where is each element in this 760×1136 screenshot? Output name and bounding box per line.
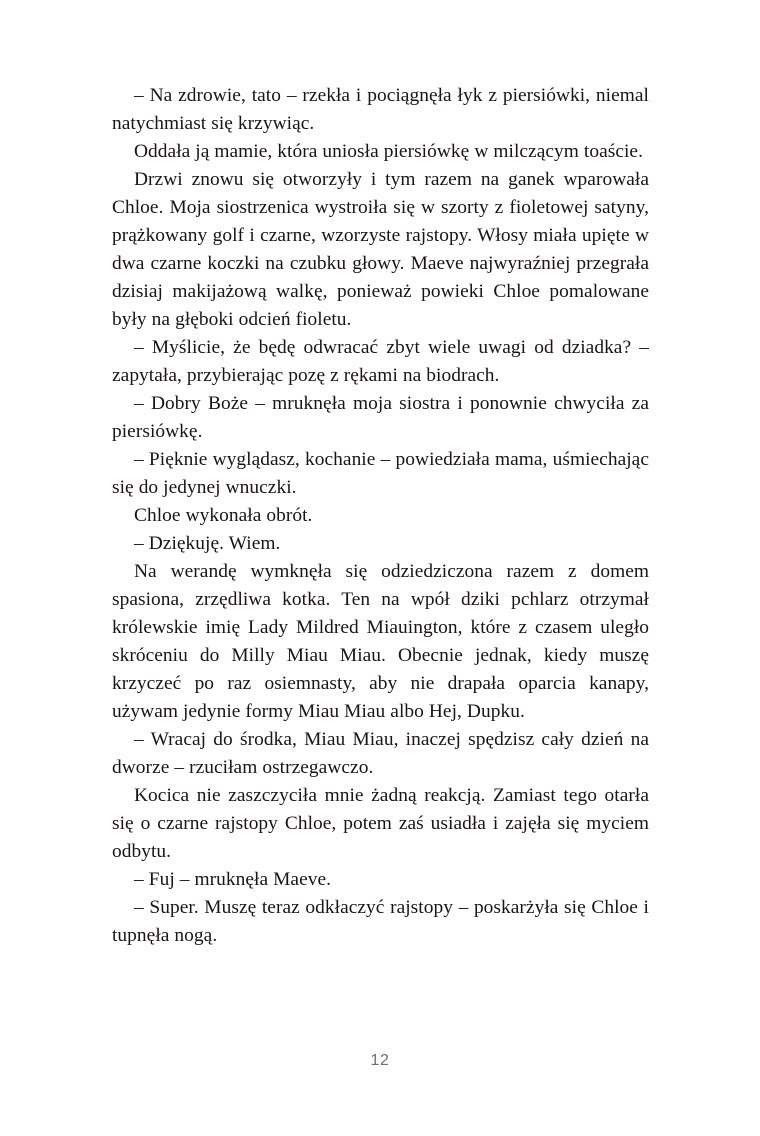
paragraph: – Na zdrowie, tato – rzekła i pociągnęła łyk z piersiówki, niemal natychmiast się krzywiąc. xyxy=(112,85,649,134)
paragraph: Drzwi znowu się otworzyły i tym razem na ganek wparowała Chloe. Moja siostrzenica wystroiła się w szorty z fioletowej satyny, prążkowany golf i czarne, wzorzyste rajstopy. Włosy miała upięte w dwa czarne koczki na czubku głowy. Maeve najwyraźniej przegrała dzisiaj makijażową walkę, ponieważ powieki Chloe pomalowane były na głęboki odcień fioletu. xyxy=(112,169,649,330)
paragraph: Oddała ją mamie, która uniosła piersiówkę w milczącym toaście. xyxy=(134,141,643,162)
paragraph: – Myślicie, że będę odwracać zbyt wiele uwagi od dziadka? – zapytała, przybierając pozę z rękami na biodrach. xyxy=(112,337,649,386)
paragraph: – Super. Muszę teraz odkłaczyć rajstopy – poskarżyła się Chloe i tupnęła nogą. xyxy=(112,897,649,946)
paragraph: Kocica nie zaszczyciła mnie żadną reakcją. Zamiast tego otarła się o czarne rajstopy Chloe, potem zaś usiadła i zajęła się myciem odbytu. xyxy=(112,785,649,862)
paragraph: Na werandę wymknęła się odziedziczona razem z domem spasiona, zrzędliwa kotka. Ten na wpół dziki pchlarz otrzymał królewskie imię Lady Mildred Miauington, które z czasem uległo skróceniu do Milly Miau Miau. Obecnie jednak, kiedy muszę krzyczeć po raz osiemnasty, aby nie drapała oparcia kanapy, używam jedynie formy Miau Miau albo Hej, Dupku. xyxy=(112,561,649,722)
paragraph: Chloe wykonała obrót. xyxy=(134,505,313,526)
paragraph: – Wracaj do środka, Miau Miau, inaczej spędzisz cały dzień na dworze – rzuciłam ostrzegawczo. xyxy=(112,729,649,778)
paragraph: – Fuj – mruknęła Maeve. xyxy=(134,869,332,890)
paragraph: – Dziękuję. Wiem. xyxy=(134,533,281,554)
body-text-block xyxy=(112,82,649,950)
page-number: 12 xyxy=(370,1052,390,1069)
paragraph: – Dobry Boże – mruknęła moja siostra i ponownie chwyciła za piersiówkę. xyxy=(112,393,649,442)
paragraph: – Pięknie wyglądasz, kochanie – powiedziała mama, uśmiechając się do jedynej wnuczki. xyxy=(112,449,649,498)
